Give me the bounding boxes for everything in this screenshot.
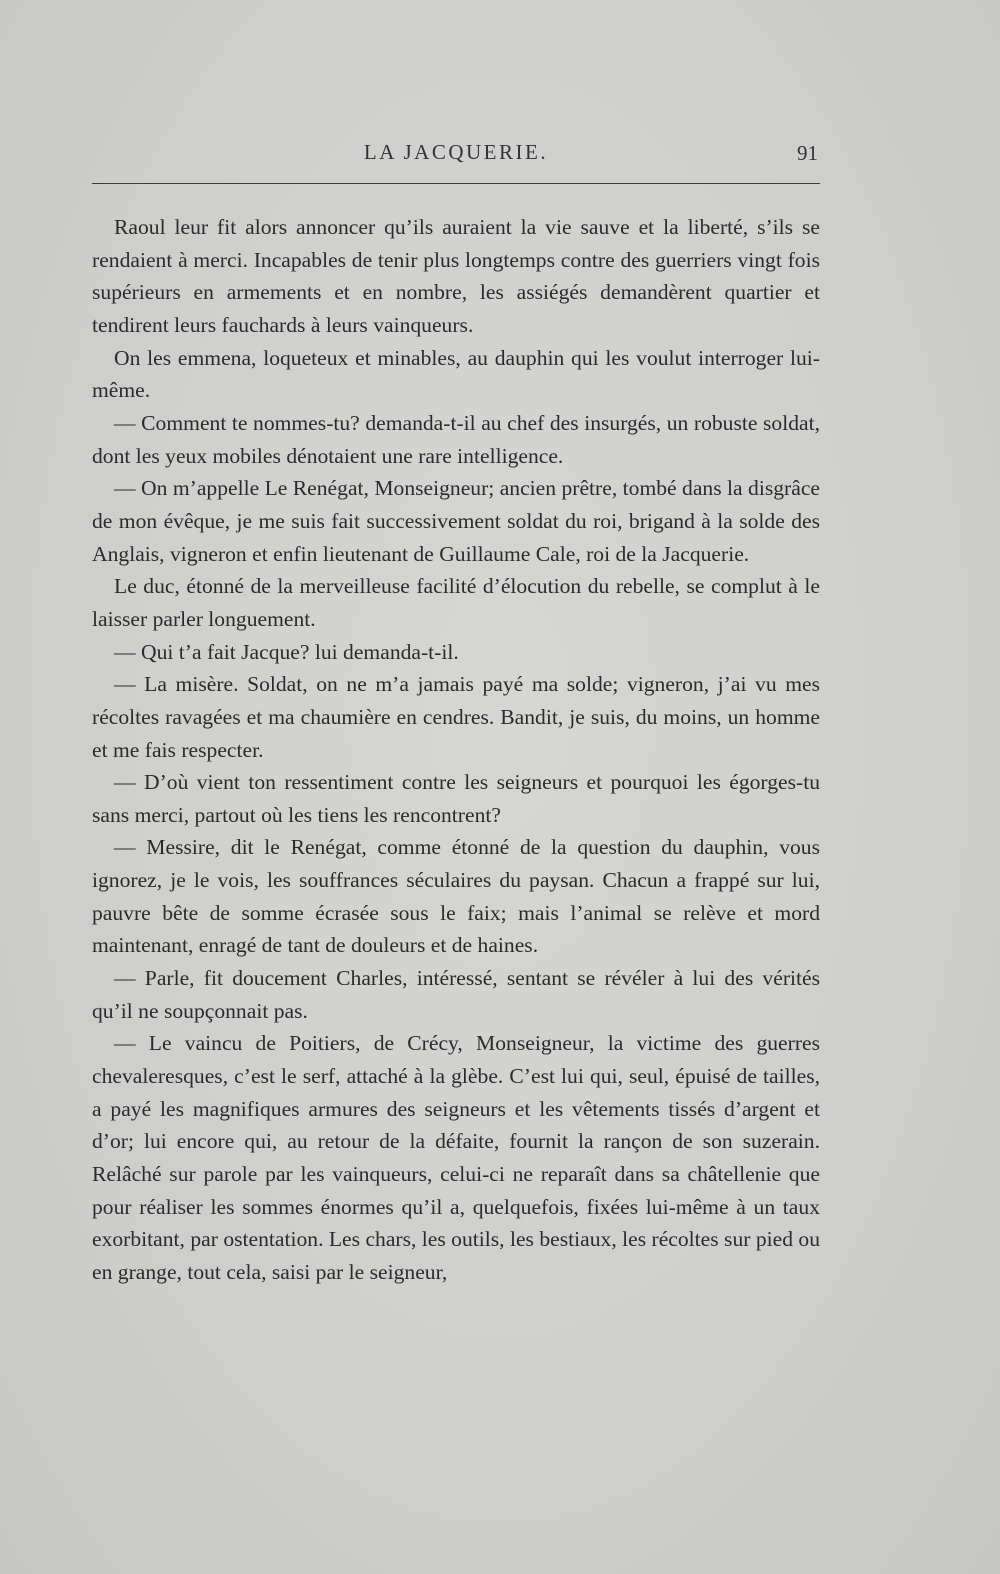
body-text <box>92 211 820 1289</box>
paragraph: — Messire, dit le Renégat, comme étonné de la question du dauphin, vous ignorez, je le vois, les souffrances séculaires du paysan. Chacun a frappé sur lui, pauvre bête de somme écrasée sous le faix; mais l’animal se relève et mord maintenant, enragé de tant de douleurs et de haines. <box>92 835 820 958</box>
paragraph: — Qui t’a fait Jacque? lui demanda-t-il. <box>114 639 459 664</box>
paragraph: — La misère. Soldat, on ne m’a jamais payé ma solde; vigneron, j’ai vu mes récoltes ravagées et ma chaumière en cendres. Bandit, je suis, du moins, un homme et me fais respecter. <box>92 672 820 762</box>
paragraph: — On m’appelle Le Renégat, Monseigneur; ancien prêtre, tombé dans la disgrâce de mon évêque, je me suis fait successivement soldat du roi, brigand à la solde des Anglais, vigneron et enfin lieutenant de Guillaume Cale, roi de la Jacquerie. <box>92 476 820 566</box>
paragraph: — Comment te nommes-tu? demanda-t-il au chef des insurgés, un robuste soldat, dont les yeux mobiles dénotaient une rare intelligence. <box>92 410 820 468</box>
paragraph: — Le vaincu de Poitiers, de Crécy, Monseigneur, la victime des guerres chevaleresques, c’est le serf, attaché à la glèbe. C’est lui qui, seul, épuisé de tailles, a payé les magnifiques armures des seigneurs et les vêtements tissés d’argent et d’or; lui encore qui, au retour de la défaite, fournit la rançon de son suzerain. Relâché sur parole par les vainqueurs, celui-ci ne reparaît dans sa châtellenie que pour réaliser les sommes énormes qu’il a, quelquefois, fixées lui-même à un taux exorbitant, par ostentation. Les chars, les outils, les bestiaux, les récoltes sur pied ou en grange, tout cela, saisi par le seigneur, <box>92 1031 821 1284</box>
paragraph: Raoul leur fit alors annoncer qu’ils auraient la vie sauve et la liberté, s’ils se rendaient à merci. Incapables de tenir plus longtemps contre des guerriers vingt fois supérieurs en armements et en nombre, les assiégés demandèrent quartier et tendirent leurs fauchards à leurs vainqueurs. <box>92 215 820 337</box>
paragraph: Le duc, étonné de la merveilleuse facilité d’élocution du rebelle, se complut à le laisser parler longuement. <box>92 574 820 631</box>
header-rule <box>92 183 820 184</box>
running-head <box>92 140 820 170</box>
paragraph: — D’où vient ton ressentiment contre les seigneurs et pourquoi les égorges-tu sans merci, partout où les tiens les rencontrent? <box>92 770 820 827</box>
paragraph: — Parle, fit doucement Charles, intéressé, sentant se révéler à lui des vérités qu’il ne soupçonnait pas. <box>92 966 820 1023</box>
paragraph: On les emmena, loqueteux et minables, au dauphin qui les voulut interroger lui-même. <box>92 345 820 403</box>
page-number: 91 <box>797 141 818 165</box>
running-title: LA JACQUERIE. <box>363 140 549 164</box>
